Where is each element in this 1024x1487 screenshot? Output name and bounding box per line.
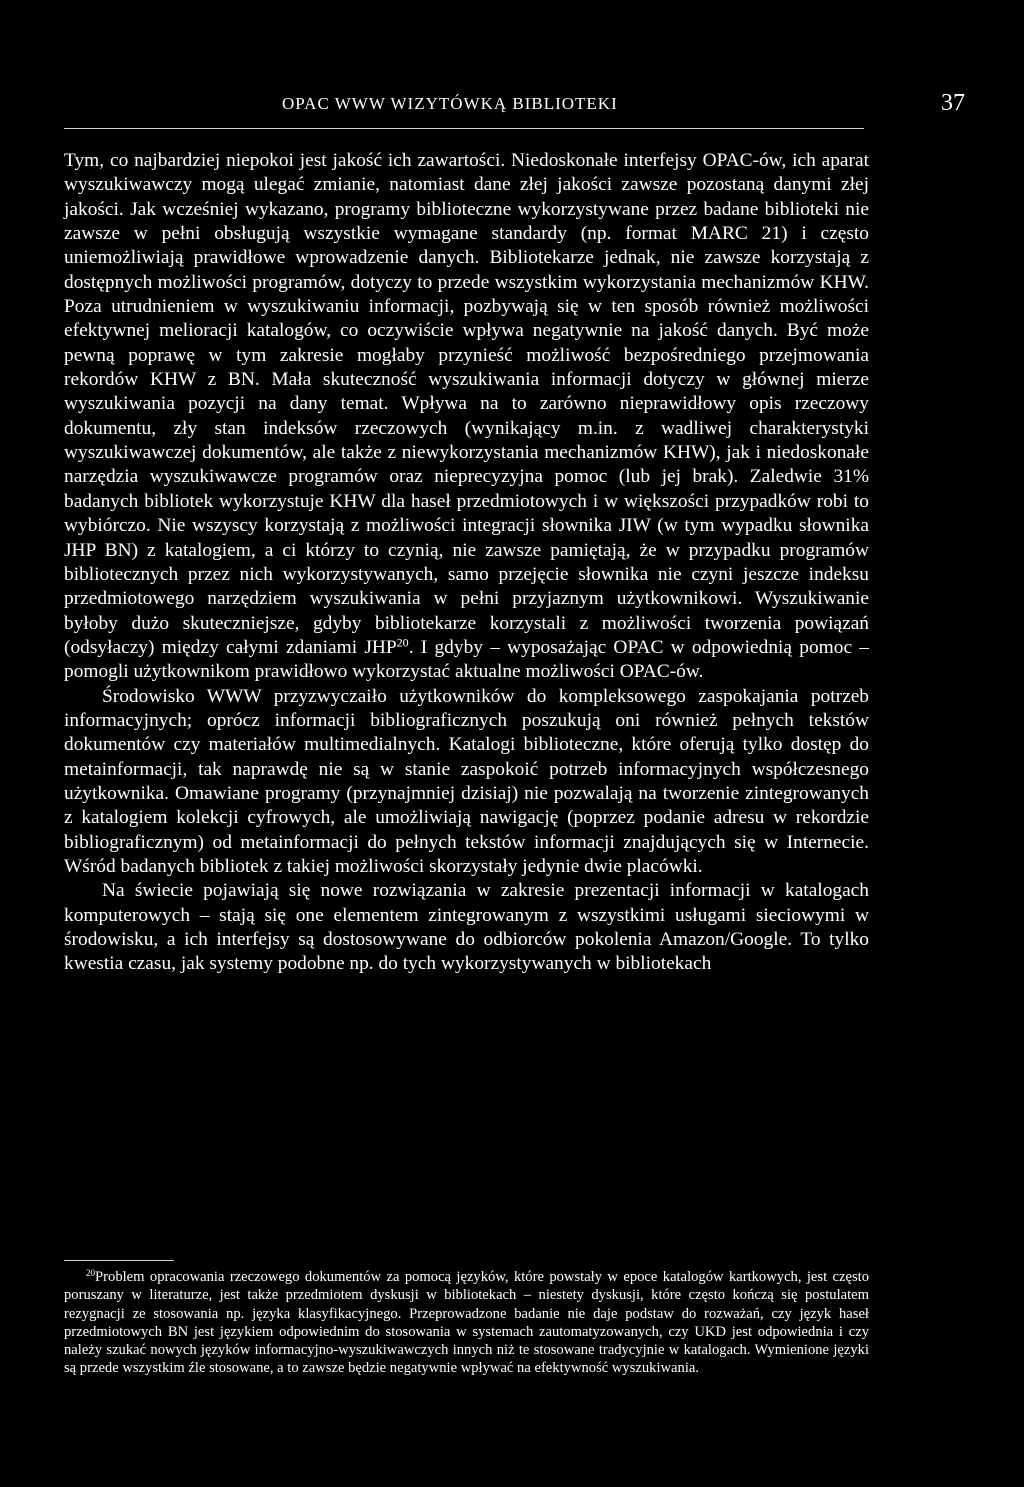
footnote-rule: [64, 1260, 174, 1261]
document-page: [64, 0, 969, 1487]
footnote-text: Problem opracowania rzeczowego dokumentów za pomocą języków, które powstały w epoce katalogów kartkowych, jest często poruszany w literaturze, jest także przedmiotem dyskusji w bibliotekach – niestety dyskusji, które często kończą się postulatem rezygnacji ze stosowania np. języka klasyfikacyjnego. Przeprowadzone badanie nie daje podstaw do rozważań, czy język haseł przedmiotowych BN jest językiem odpowiednim do stosowania w systemach zautomatyzowanych, czy UKD jest odpowiednia i czy należy szukać nowych języków informacyjno-wyszukiwawczych innych niż te stosowane tradycyjnie w katalogach. Wymienione języki są przede wszystkim źle stosowane, a to zawsze będzie negatywnie wpływać na efektywność wyszukiwania.: [64, 1269, 869, 1377]
paragraph-1-text-b: . I gdyby – wyposażając OPAC w odpowiednią pomoc – pomogli użytkownikom prawidłowo wykorzystać aktualne możliwości OPAC-ów.: [64, 636, 869, 683]
footnote: [64, 1268, 869, 1378]
paragraph-1: [64, 149, 869, 685]
footnote-20: [64, 1268, 869, 1378]
paragraph-1-text-a: Tym, co najbardziej niepokoi jest jakość ich zawartości. Niedoskonałe interfejsy OPAC-ów, ich aparat wyszukiwawczy mogą ulegać zmianie, natomiast dane złej jakości zawsze pozostaną danymi złej jakości. Jak wcześniej wykazano, programy biblioteczne wykorzystywane przez badane biblioteki nie zawsze w pełni obsługują wszystkie wymagane standardy (np. format MARC 21) i często uniemożliwiają prawidłowe wprowadzenie danych. Bibliotekarze jednak, nie zawsze korzystają z dostępnych możliwości programów, dotyczy to przede wszystkim wykorzystania mechanizmów KHW. Poza utrudnieniem w wyszukiwaniu informacji, pozbywają się w ten sposób również możliwości efektywnej melioracji katalogów, co oczywiście wpływa negatywnie na jakość danych. Być może pewną poprawę w tym zakresie mogłaby przynieść możliwość bezpośredniego przejmowania rekordów KHW z BN. Mała skuteczność wyszukiwania informacji dotyczy w głównej mierze wyszukiwania pozycji na dany temat. Wpływa na to zarówno nieprawidłowy opis rzeczowy dokumentu, zły stan indeksów rzeczowych (wynikający m.in. z wadliwej charakterystyki wyszukiwawczej dokumentów, ale także z niewykorzystania mechanizmów KHW), jak i niedoskonałe narzędzia wyszukiwawcze programów oraz nieprecyzyjna pomoc (lub jej brak). Zaledwie 31% badanych bibliotek wykorzystuje KHW dla haseł przedmiotowych i w większości przypadków robi to wybiórczo. Nie wszyscy korzystają z możliwości integracji słownika JIW (w tym wypadku słownika JHP BN) z katalogiem, a ci którzy to czynią, nie zawsze pamiętają, że w przypadku programów bibliotecznych przez nich wykorzystywanych, samo przejęcie słownika nie czyni jeszcze indeksu przedmiotowego narzędziem wyszukiwania w pełni przyjaznym użytkownikowi. Wyszukiwanie byłoby dużo skuteczniejsze, gdyby bibliotekarze korzystali z możliwości tworzenia powiązań (odsyłaczy) między całymi zdaniami JHP: [64, 150, 869, 658]
footnote-marker: 20: [86, 1268, 96, 1279]
header-rule: [64, 128, 864, 129]
running-header: [64, 90, 969, 120]
paragraph-3: Na świecie pojawiają się nowe rozwiązania w zakresie prezentacji informacji w katalogach komputerowych – stają się one elementem zintegrowanym z wszystkimi usługami sieciowymi w środowisku, a ich interfejsy są dostosowywane do odbiorców pokolenia Amazon/Google. To tylko kwestia czasu, jak systemy podobne np. do tych wykorzystywanych w bibliotekach: [64, 880, 869, 975]
page-number: 37: [941, 90, 965, 116]
footnote-reference: 20: [396, 635, 409, 650]
running-title: OPAC WWW WIZYTÓWKĄ BIBLIOTEKI: [282, 94, 618, 113]
paragraph-2: Środowisko WWW przyzwyczaiło użytkowników do kompleksowego zaspokajania potrzeb informacyjnych; oprócz informacji bibliograficznych poszukują oni również pełnych tekstów dokumentów czy materiałów multimedialnych. Katalogi biblioteczne, które oferują tylko dostęp do metainformacji, tak naprawdę nie są w stanie zaspokoić potrzeb informacyjnych współczesnego użytkownika. Omawiane programy (przynajmniej dzisiaj) nie pozwalają na tworzenie zintegrowanych z katalogiem kolekcji cyfrowych, ale umożliwiają nawigację (poprzez podanie adresu w rekordzie bibliograficznym) od metainformacji do pełnych tekstów informacji znajdujących się w Internecie. Wśród badanych bibliotek z takiej możliwości skorzystały jedynie dwie placówki.: [64, 685, 869, 877]
body-text: [64, 149, 869, 977]
